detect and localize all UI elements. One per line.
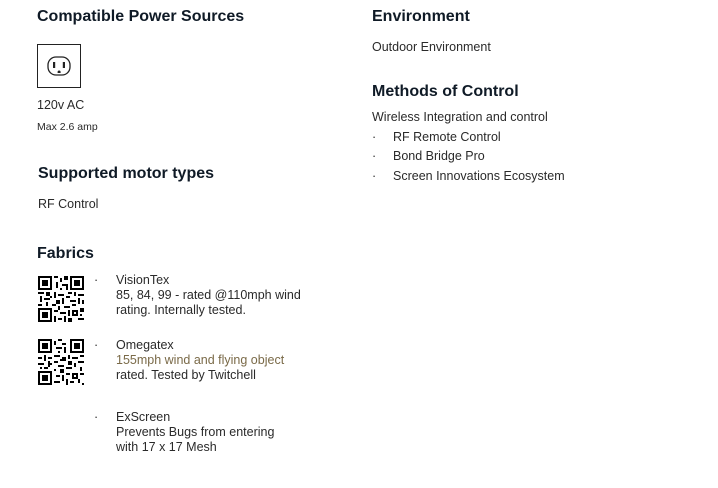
list-item: [372, 166, 565, 186]
control-item-label: Bond Bridge Pro: [393, 149, 485, 164]
motors-title: Supported motor types: [38, 165, 215, 182]
power-amperage: Max 2.6 amp: [37, 121, 98, 133]
power-title: Compatible Power Sources: [37, 8, 245, 25]
fabric-desc-line1: 155mph wind and flying object: [116, 353, 285, 367]
fabric-bullet: ·: [94, 410, 99, 424]
outlet-icon-box: [37, 44, 81, 88]
fabrics-title: Fabrics: [37, 245, 94, 262]
fabric-name: ExScreen: [116, 410, 171, 424]
list-item: [372, 127, 565, 147]
control-item-label: RF Remote Control: [393, 129, 501, 144]
fabric-bullet: ·: [94, 338, 99, 352]
environment-title: Environment: [372, 8, 470, 25]
outlet-icon: [38, 45, 80, 87]
qr-code-icon: [38, 276, 84, 322]
fabric-item-exscreen: [116, 410, 346, 454]
list-item: [372, 147, 565, 167]
fabric-desc-line1: 85, 84, 99 - rated @110mph wind: [116, 288, 301, 302]
fabric-desc-line2: with 17 x 17 Mesh: [116, 439, 217, 454]
fabric-item-visiontex: [116, 273, 346, 317]
list-bullet: ·: [372, 168, 377, 183]
list-bullet: ·: [372, 129, 377, 144]
motor-type: RF Control: [38, 197, 99, 211]
qr-code-icon: [38, 339, 84, 385]
control-list: [372, 127, 565, 186]
fabric-item-omegatex: [116, 338, 346, 382]
power-voltage: 120v AC: [37, 98, 85, 112]
fabric-name: VisionTex: [116, 273, 170, 287]
fabric-desc-line2: rating. Internally tested.: [116, 302, 246, 317]
control-title: Methods of Control: [372, 83, 519, 100]
control-item-label: Screen Innovations Ecosystem: [393, 168, 565, 183]
fabric-bullet: ·: [94, 273, 99, 287]
fabric-desc-line1: Prevents Bugs from entering: [116, 425, 275, 439]
fabric-desc-line2: rated. Tested by Twitchell: [116, 367, 256, 382]
list-bullet: ·: [372, 149, 377, 164]
environment-value: Outdoor Environment: [372, 40, 491, 54]
control-intro: Wireless Integration and control: [372, 110, 548, 124]
fabric-name: Omegatex: [116, 338, 174, 352]
